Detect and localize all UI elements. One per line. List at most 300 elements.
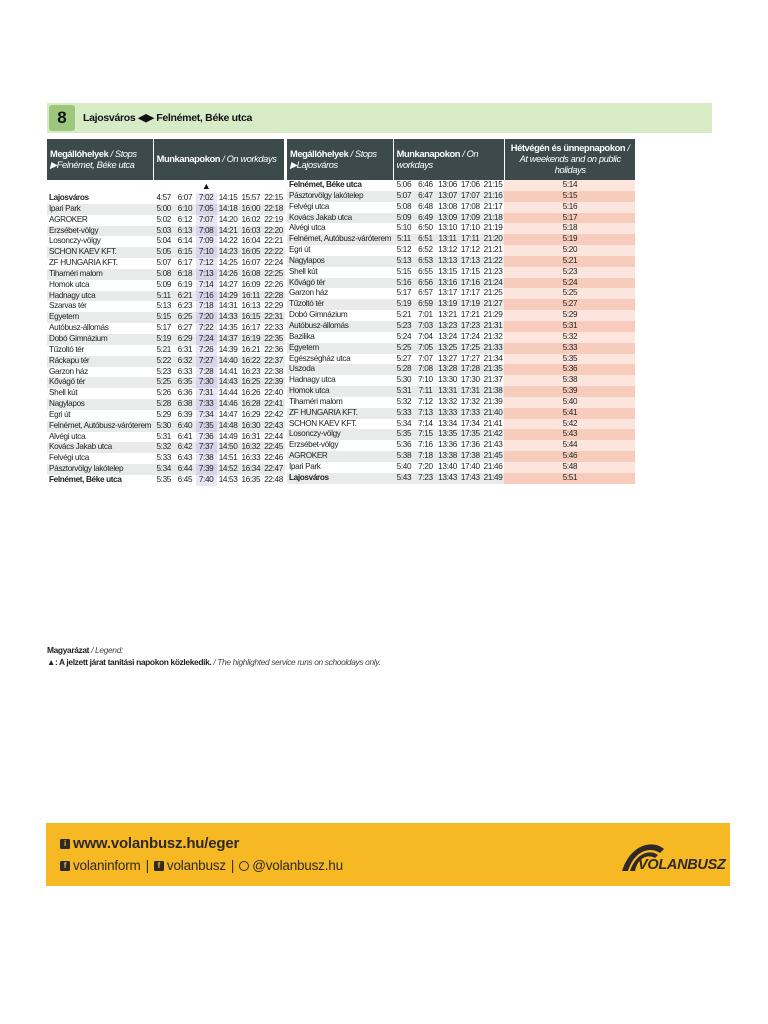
departure-time: 14:35 — [218, 323, 238, 333]
departure-time: 22:39 — [264, 377, 283, 387]
direction-label: ▶Lajosváros — [290, 159, 338, 170]
departure-time: 5:19 — [393, 299, 415, 310]
departure-time: 21:43 — [483, 440, 503, 450]
stop-name: ZF HUNGARIA KFT. — [49, 258, 118, 268]
table-row — [47, 345, 285, 356]
table-row — [287, 299, 635, 310]
stop-name: Losonczy-völgy — [287, 429, 393, 440]
stop-name: Felnémet, Autóbusz-váróterem — [289, 234, 392, 244]
departure-time: 7:31 — [196, 388, 217, 399]
departure-time: 13:38 — [438, 451, 457, 461]
separator: | — [230, 858, 235, 873]
departure-time: 5:28 — [153, 399, 174, 410]
departure-time: 14:18 — [218, 203, 238, 213]
table-row — [47, 236, 285, 247]
table-row — [47, 301, 285, 312]
table-row — [287, 191, 635, 202]
stop-name: Homok utca — [287, 386, 393, 397]
workdays-header: Munkanapokon / On workdays — [153, 139, 285, 180]
departure-time: 14:29 — [218, 290, 238, 300]
table-row — [287, 234, 635, 245]
departure-time: 17:28 — [460, 364, 480, 374]
departure-time: 5:18 — [504, 223, 635, 234]
stop-name: Alvégi utca — [289, 223, 326, 233]
departure-time: 14:26 — [218, 268, 238, 278]
departure-time: 5:31 — [156, 431, 172, 441]
departure-time: 16:22 — [241, 355, 261, 365]
departure-time: 22:21 — [264, 236, 283, 246]
departure-time: 7:18 — [196, 301, 217, 312]
departure-time: 14:41 — [218, 366, 238, 376]
table-row — [47, 356, 285, 367]
departure-time: 16:25 — [241, 377, 261, 387]
weekend-header: Hétvégén és ünnepnapokon / At weekends and on public holidays — [504, 139, 635, 180]
table-row — [287, 419, 635, 430]
table-row — [47, 399, 285, 410]
departure-time: 5:08 — [153, 269, 174, 280]
stop-name: Dobó Gimnázium — [289, 310, 348, 320]
departure-time: 16:11 — [239, 291, 262, 302]
stop-name: Ipari Park — [47, 204, 153, 215]
table-row — [47, 280, 285, 291]
departure-time: 5:09 — [156, 279, 172, 289]
stops-header: Megállóhelyek / Stops ▶Lajosváros — [287, 139, 393, 180]
departure-time: 5:21 — [504, 256, 635, 267]
departure-time: 5:14 — [504, 180, 635, 191]
logo-text: VOLANBUSZ — [638, 857, 726, 873]
departure-time: 13:19 — [438, 299, 457, 309]
stop-name: Autóbusz-állomás — [287, 321, 393, 332]
departure-time: 7:14 — [196, 280, 217, 291]
stop-name: Tűzoltó tér — [49, 344, 84, 354]
departure-time: 6:14 — [177, 236, 193, 246]
departure-time: 6:36 — [177, 388, 193, 398]
departure-time: 13:34 — [438, 418, 457, 428]
departure-time: 13:36 — [438, 440, 457, 450]
departure-time: 21:23 — [483, 266, 503, 276]
separator: | — [145, 858, 149, 873]
departure-time: 6:45 — [177, 474, 193, 484]
departure-time: 5:16 — [504, 202, 635, 213]
stop-name: Shell kút — [49, 388, 78, 398]
marker-cell — [153, 180, 174, 193]
departure-time: 21:39 — [483, 396, 503, 406]
departure-time: 5:34 — [396, 418, 412, 428]
departure-time: 6:32 — [174, 356, 195, 367]
route-number-badge: 8 — [49, 105, 75, 131]
departure-time: 5:36 — [396, 440, 412, 450]
departure-time: 13:24 — [438, 331, 457, 341]
departure-time: 5:39 — [504, 386, 635, 397]
departure-time: 7:40 — [196, 475, 217, 486]
departure-time: 5:30 — [153, 421, 174, 432]
route-header — [47, 103, 712, 133]
stop-name: Lajosváros — [287, 473, 393, 484]
departure-time: 21:46 — [483, 461, 503, 471]
table-row — [287, 451, 635, 462]
departure-time: 7:16 — [418, 440, 433, 450]
departure-time: 5:38 — [393, 451, 415, 462]
departure-time: 5:09 — [393, 213, 415, 224]
departure-time: 13:43 — [438, 472, 457, 482]
table-row — [47, 410, 285, 421]
departure-time: 17:15 — [460, 266, 480, 276]
departure-time: 17:34 — [460, 418, 480, 428]
departure-time: 6:19 — [177, 279, 193, 289]
departure-time: 21:24 — [483, 277, 503, 287]
departure-time: 5:10 — [396, 223, 412, 233]
departure-time: 5:32 — [504, 332, 635, 343]
departure-time: 17:24 — [460, 331, 480, 341]
timetable-return — [287, 139, 635, 484]
stop-name: Bazilika — [289, 331, 315, 341]
departure-time: 5:03 — [153, 226, 174, 237]
departure-time: 5:38 — [504, 375, 635, 386]
departure-time: 13:12 — [438, 245, 457, 255]
departure-time: 6:21 — [174, 291, 195, 302]
table-row — [47, 442, 285, 453]
departure-time: 16:34 — [241, 464, 261, 474]
departure-time: 21:29 — [483, 310, 503, 320]
departure-time: 7:13 — [196, 269, 217, 280]
footer-website[interactable] — [60, 835, 239, 852]
marker-cell — [217, 180, 240, 193]
departure-time: 7:37 — [196, 442, 217, 453]
table-row — [287, 245, 635, 256]
departure-time: 5:02 — [156, 214, 172, 224]
departure-time: 5:31 — [504, 321, 635, 332]
departure-time: 7:20 — [418, 461, 433, 471]
departure-time: 13:30 — [438, 375, 457, 385]
departure-time: 5:33 — [504, 343, 635, 354]
table-row — [287, 202, 635, 213]
departure-time: 5:42 — [504, 419, 635, 430]
stop-name: Tihaméri malom — [47, 269, 153, 280]
table-row — [47, 464, 285, 475]
departure-time: 22:42 — [264, 409, 283, 419]
departure-time: 6:27 — [177, 323, 193, 333]
departure-time: 22:46 — [264, 453, 283, 463]
table-row — [287, 256, 635, 267]
departure-time: 7:07 — [418, 353, 433, 363]
departure-time: 14:20 — [218, 214, 238, 224]
departure-time: 13:08 — [438, 201, 457, 211]
departure-time: 17:12 — [460, 245, 480, 255]
stop-name: Garzon ház — [49, 366, 88, 376]
departure-time: 13:28 — [438, 364, 457, 374]
stop-name: Kővágó tér — [287, 278, 393, 289]
stop-name: Homok utca — [49, 279, 90, 289]
departure-time: 21:15 — [483, 180, 503, 189]
departure-time: 7:39 — [196, 464, 217, 475]
departure-time: 13:40 — [438, 461, 457, 471]
departure-time: 21:40 — [483, 407, 503, 417]
stop-name: Kovács Jakab utca — [47, 442, 153, 453]
departure-time: 7:18 — [415, 451, 437, 462]
table-row — [287, 440, 635, 451]
departure-time: 6:25 — [174, 312, 195, 323]
departure-time: 21:27 — [483, 299, 503, 309]
route-title: Lajosváros ◀▶ Felnémet, Béke utca — [83, 112, 253, 124]
stop-name: Lajosváros — [49, 193, 89, 202]
departure-time: 5:28 — [393, 364, 415, 375]
stop-name: Alvégi utca — [49, 431, 86, 441]
departure-time: 17:11 — [459, 234, 482, 245]
departure-time: 6:10 — [174, 204, 195, 215]
departure-time: 14:48 — [218, 420, 238, 430]
departure-time: 5:29 — [156, 409, 172, 419]
departure-time: 13:31 — [438, 386, 457, 396]
departure-time: 6:53 — [415, 256, 437, 267]
departure-time: 22:28 — [264, 290, 283, 300]
departure-time: 16:28 — [241, 399, 261, 409]
table-row — [47, 291, 285, 302]
departure-time: 17:35 — [460, 429, 480, 439]
departure-time: 16:04 — [241, 236, 261, 246]
stop-name: Dobó Gimnázium — [47, 334, 153, 345]
departure-time: 5:33 — [393, 408, 415, 419]
departure-time: 6:55 — [418, 266, 433, 276]
departure-time: 21:45 — [483, 451, 503, 461]
departure-time: 5:51 — [504, 473, 635, 484]
departure-time: 22:37 — [264, 355, 283, 365]
departure-time: 5:11 — [153, 291, 174, 302]
departure-time: 7:23 — [415, 473, 437, 484]
departure-time: 21:31 — [483, 320, 503, 330]
departure-time: 21:49 — [483, 472, 503, 482]
departure-time: 13:32 — [438, 396, 457, 406]
departure-time: 22:40 — [264, 388, 283, 398]
departure-time: 5:43 — [393, 473, 415, 484]
departure-time: 17:30 — [460, 375, 480, 385]
stop-name: Tihaméri malom — [289, 396, 343, 406]
departure-time: 17:32 — [460, 396, 480, 406]
departure-time: 22:15 — [264, 193, 283, 202]
website-link[interactable]: www.volanbusz.hu/eger — [73, 835, 240, 852]
departure-time: 6:35 — [174, 377, 195, 388]
departure-time: 16:31 — [241, 431, 261, 441]
stop-name: Kővágó tér — [47, 377, 153, 388]
stop-name: Losonczy-völgy — [49, 236, 101, 246]
departure-time: 5:32 — [396, 396, 412, 406]
departure-time: 14:21 — [218, 225, 238, 235]
departure-time: 6:17 — [177, 258, 193, 268]
departure-time: 13:09 — [438, 212, 457, 222]
departure-time: 5:00 — [153, 204, 174, 215]
departure-time: 5:21 — [396, 310, 412, 320]
stop-name: Shell kút — [289, 266, 318, 276]
departure-time: 21:25 — [483, 288, 503, 298]
departure-time: 17:40 — [460, 461, 480, 471]
departure-time: 6:12 — [177, 214, 193, 224]
departure-time: 16:07 — [241, 258, 261, 268]
stop-name: AGROKER — [49, 214, 88, 224]
table-row — [287, 278, 635, 289]
table-row — [47, 247, 285, 258]
table-row — [47, 323, 285, 334]
departure-time: 6:47 — [415, 191, 437, 202]
departure-time: 5:23 — [504, 267, 635, 278]
stop-name: Hadnagy utca — [47, 291, 153, 302]
departure-time: 14:39 — [218, 344, 238, 354]
departure-time: 14:40 — [218, 355, 238, 365]
departure-time: 7:10 — [418, 375, 433, 385]
departure-time: 7:34 — [196, 410, 217, 421]
departure-time: 13:27 — [438, 353, 457, 363]
departure-time: 16:17 — [241, 323, 261, 333]
departure-time: 14:46 — [218, 399, 238, 409]
stop-name: Garzon ház — [289, 288, 328, 298]
departure-time: 7:15 — [415, 429, 437, 440]
departure-time: 14:51 — [218, 453, 238, 463]
departure-time: 5:15 — [504, 191, 635, 202]
departure-time: 22:18 — [264, 203, 283, 213]
departure-time: 17:09 — [460, 212, 480, 222]
stop-name: Ráckapu tér — [47, 356, 153, 367]
departure-time: 13:21 — [438, 310, 457, 320]
departure-time: 7:12 — [196, 258, 217, 269]
departure-time: 6:15 — [174, 247, 195, 258]
departure-time: 21:22 — [483, 255, 503, 265]
departure-time: 22:48 — [264, 474, 283, 484]
departure-time: 21:38 — [483, 386, 503, 396]
stop-name: Hadnagy utca — [289, 375, 336, 385]
departure-time: 7:30 — [196, 377, 217, 388]
stop-name: Nagylapos — [47, 399, 153, 410]
departure-time: 7:22 — [196, 323, 217, 334]
departure-time: 13:06 — [438, 180, 457, 189]
departure-time: 22:26 — [264, 279, 283, 289]
departure-time: 7:07 — [196, 215, 217, 226]
departure-time: 13:15 — [438, 266, 457, 276]
departure-time: 22:31 — [264, 312, 283, 322]
table-row — [287, 429, 635, 440]
departure-time: 4:57 — [156, 193, 172, 202]
departure-time: 5:13 — [156, 301, 172, 311]
departure-time: 5:35 — [393, 429, 415, 440]
departure-time: 6:59 — [415, 299, 437, 310]
departure-time: 13:33 — [438, 407, 457, 417]
departure-time: 5:12 — [396, 245, 412, 255]
departure-time: 16:19 — [241, 333, 261, 343]
departure-time: 6:57 — [418, 288, 433, 298]
departure-time: 17:25 — [460, 342, 480, 352]
departure-time: 16:05 — [241, 247, 261, 257]
departure-time: 22:24 — [264, 258, 283, 268]
table-row — [47, 215, 285, 226]
timetable-outbound — [47, 139, 285, 486]
table-row — [47, 453, 285, 464]
marker-row — [47, 180, 285, 193]
departure-time: 5:11 — [393, 234, 415, 245]
departure-time: 17:16 — [460, 277, 480, 287]
departure-time: 7:33 — [196, 399, 217, 410]
stop-name: Egyetem — [47, 312, 153, 323]
departure-time: 17:31 — [460, 386, 480, 396]
departure-time: 16:13 — [241, 301, 261, 311]
departure-time: 14:47 — [218, 409, 238, 419]
departure-time: 13:17 — [438, 288, 457, 298]
departure-time: 5:33 — [156, 453, 172, 463]
table-row — [47, 204, 285, 215]
departure-time: 7:11 — [415, 386, 437, 397]
table-row — [47, 226, 285, 237]
table-row — [287, 213, 635, 224]
departure-time: 5:22 — [153, 356, 174, 367]
departure-time: 7:16 — [196, 291, 217, 302]
stop-name: Ipari Park — [289, 461, 321, 471]
departure-time: 16:15 — [241, 312, 261, 322]
departure-time: 17:43 — [460, 472, 480, 482]
departure-time: 7:08 — [415, 364, 437, 375]
departure-time: 7:05 — [415, 343, 437, 354]
departure-time: 22:43 — [264, 420, 283, 430]
stop-name: Felvégi utca — [289, 201, 329, 211]
table-row — [287, 223, 635, 234]
social-instagram[interactable]: @volanbusz.hu — [252, 858, 343, 873]
departure-time: 6:42 — [174, 442, 195, 453]
departure-time: 16:09 — [241, 279, 261, 289]
departure-time: 22:20 — [264, 225, 283, 235]
stop-name: Egyetem — [287, 343, 393, 354]
stop-name: Pásztorvölgy lakótelep — [47, 464, 153, 475]
social-volanbusz[interactable]: volanbusz — [166, 858, 226, 873]
departure-time: 5:17 — [156, 323, 172, 333]
departure-time: 22:33 — [264, 323, 283, 333]
departure-time: 5:30 — [396, 375, 412, 385]
departure-time: 16:30 — [241, 420, 261, 430]
table-row — [287, 343, 635, 354]
departure-time: 6:50 — [418, 223, 433, 233]
departure-time: 7:04 — [418, 331, 433, 341]
departure-time: 14:22 — [218, 236, 238, 246]
departure-time: 6:23 — [177, 301, 193, 311]
departure-time: 22:22 — [264, 247, 283, 257]
departure-time: 5:26 — [156, 388, 172, 398]
stop-name: Pásztorvölgy lakótelep — [287, 191, 393, 202]
table-row — [287, 354, 635, 365]
social-volaninform[interactable]: volaninform — [73, 858, 141, 873]
table-row — [287, 288, 635, 299]
empty-cell — [47, 180, 153, 193]
departure-time: 17:17 — [460, 288, 480, 298]
departure-time: 5:35 — [156, 474, 172, 484]
table-row — [47, 193, 285, 204]
marker-cell — [196, 180, 217, 193]
departure-time: 7:02 — [196, 193, 217, 204]
departure-time: 5:25 — [504, 288, 635, 299]
departure-time: 13:25 — [438, 342, 457, 352]
departure-time: 14:53 — [218, 474, 238, 484]
stop-name: SCHON KAEV KFT. — [47, 247, 153, 258]
departure-time: 6:51 — [415, 234, 437, 245]
departure-time: 6:46 — [418, 180, 433, 189]
legend-line: ▲: A jelzett járat tanítási napokon közlekedik. / The highlighted service runs on schooldays only. — [47, 657, 381, 667]
departure-time: 6:52 — [418, 245, 433, 255]
departure-time: 14:49 — [218, 431, 238, 441]
departure-time: 5:17 — [504, 213, 635, 224]
departure-time: 6:49 — [415, 213, 437, 224]
departure-time: 5:23 — [393, 321, 415, 332]
departure-time: 7:38 — [196, 453, 217, 464]
departure-time: 6:33 — [177, 366, 193, 376]
table-row — [287, 332, 635, 343]
departure-time: 5:40 — [504, 397, 635, 408]
departure-time: 5:24 — [396, 331, 412, 341]
stop-name: Felnémet, Béke utca — [49, 474, 122, 484]
departure-time: 5:21 — [156, 344, 172, 354]
departure-time: 6:31 — [177, 344, 193, 354]
